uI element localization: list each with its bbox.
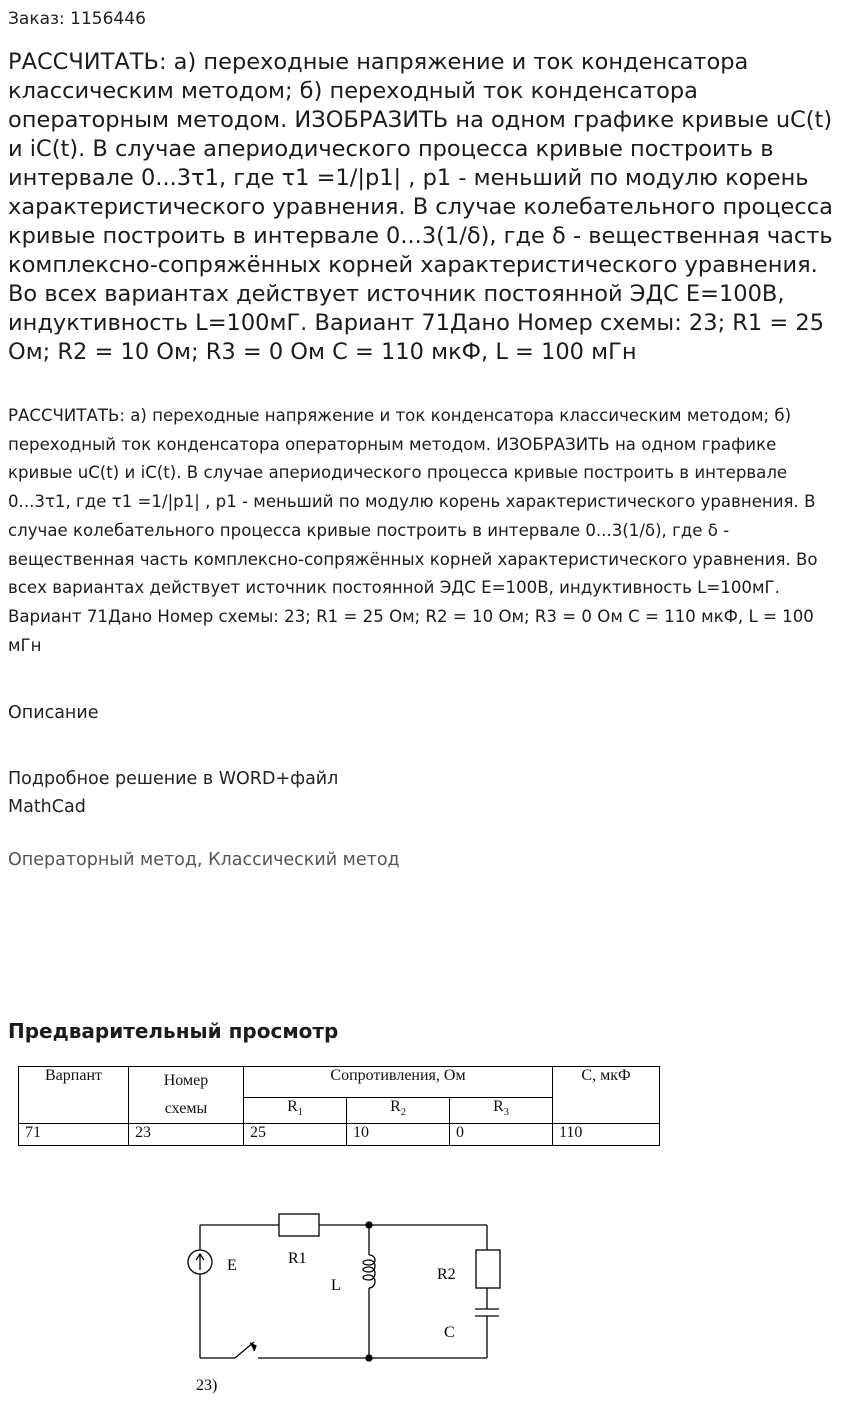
header-r1: $R_1$ [244,1097,347,1123]
cell-c: 110 [553,1124,660,1146]
solution-detail: Подробное решение в WORD+файл MathCad [8,769,339,817]
cell-r3: 0 [450,1124,553,1146]
resistor-r1 [279,1214,319,1236]
tags: Операторный метод, Классический метод [8,850,400,870]
cell-r2: 10 [347,1124,450,1146]
cell-scheme: 23 [129,1124,244,1146]
header-scheme [129,1067,244,1124]
label-e: E [227,1257,237,1274]
header-scheme-line1: Номер [163,1072,209,1089]
description-section-label: Описание [8,703,99,723]
cell-r1: 25 [244,1124,347,1146]
header-scheme-line2: схемы [164,1100,208,1117]
label-r2: R2 [437,1266,456,1283]
label-l: L [331,1277,341,1294]
header-resistances: Сопротивления, Ом [244,1067,553,1098]
circuit-diagram [180,1210,520,1400]
table-row [19,1124,660,1146]
inductor-icon [363,1255,375,1288]
label-r1: R1 [288,1250,307,1267]
order-number: Заказ: 1156446 [8,9,146,29]
label-c: C [444,1324,455,1341]
scheme-number: 23) [196,1377,218,1394]
header-variant: Варпант [19,1067,129,1124]
page-title: РАССЧИТАТЬ: а) переходные напряжение и ток конденсатора классическим методом; б) переходный ток конденсатора операторным методом. ИЗОБРАЗИТЬ на одном графике кривые uC(t) и iC(t). В случае апериодического процесса кривые построить в интервале 0...3τ1, где τ1 =1/|p1| , p1 - меньший по модулю корень характеристического уравнения. В случае колебательного процесса кривые построить в интервале 0...3(1/δ), где δ - вещественная часть комплексно-сопряжённых корней характеристического уравнения. Во всех вариантах действует источник постоянной ЭДС Е=100В, индуктивность L=100мГ. Вариант 71Дано Номер схемы: 23; R1 = 25 Ом; R2 = 10 Ом; R3 = 0 Ом C = 110 мкФ, L = 100 мГн [8,49,833,365]
cell-variant: 71 [19,1124,129,1146]
preview-heading: Предварительный просмотр [8,1019,339,1043]
header-capacitance: С, мкФ [553,1067,660,1124]
resistor-r2 [476,1250,500,1288]
header-r3: $R_3$ [450,1097,553,1123]
description-text: РАССЧИТАТЬ: а) переходные напряжение и ток конденсатора классическим методом; б) переходный ток конденсатора операторным методом. ИЗОБРАЗИТЬ на одном графике кривые uC(t) и iC(t). В случае апериодического процесса кривые построить в интервале 0...3τ1, где τ1 =1/|p1| , p1 - меньший по модулю корень характеристического уравнения. В случае колебательного процесса кривые построить в интервале 0...3(1/δ), где δ - вещественная часть комплексно-сопряжённых корней характеристического уравнения. Во всех вариантах действует источник постоянной ЭДС Е=100В, индуктивность L=100мГ. Вариант 71Дано Номер схемы: 23; R1 = 25 Ом; R2 = 10 Ом; R3 = 0 Ом C = 110 мкФ, L = 100 мГн [8,406,818,655]
header-r2: $R_2$ [347,1097,450,1123]
parameters-table [18,1066,660,1146]
